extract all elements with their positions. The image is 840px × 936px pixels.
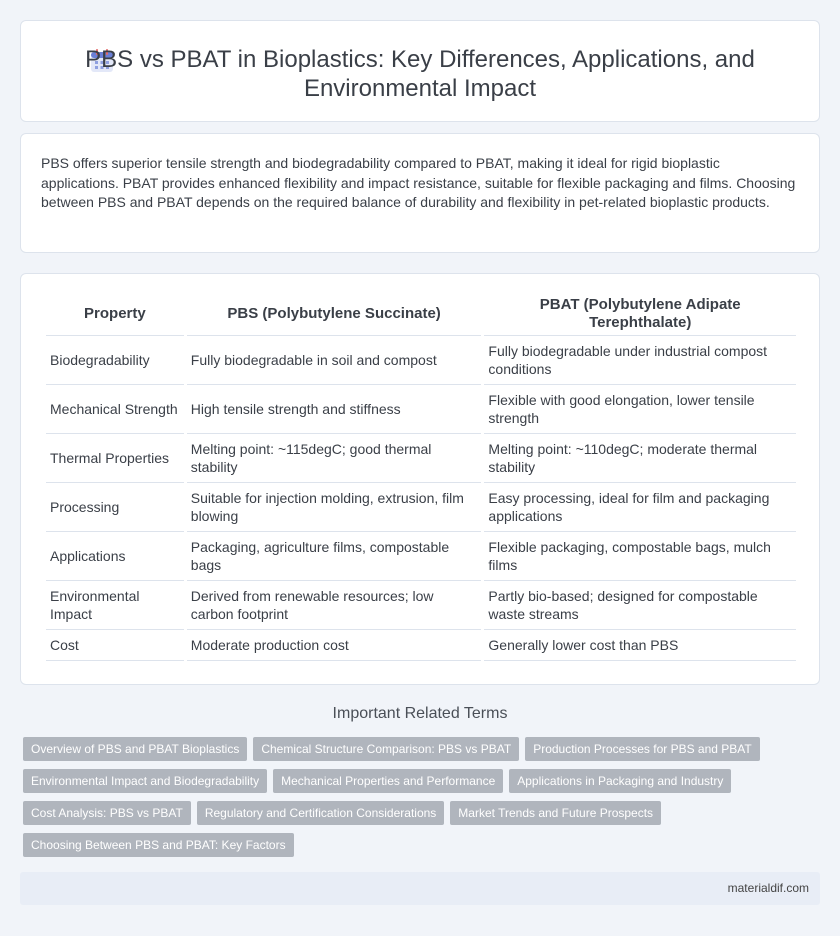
related-term-link[interactable]: Regulatory and Certification Considerations bbox=[197, 801, 444, 825]
header-pbat: PBAT (Polybutylene Adipate Terephthalate) bbox=[484, 292, 796, 336]
summary-card bbox=[20, 133, 820, 253]
property-cell: Cost bbox=[46, 630, 184, 661]
table-row bbox=[46, 532, 796, 581]
table-row bbox=[46, 581, 796, 630]
property-cell: Environmental Impact bbox=[46, 581, 184, 630]
related-term-link[interactable]: Applications in Packaging and Industry bbox=[509, 769, 731, 793]
footer-site-link[interactable]: materialdif.com bbox=[727, 881, 809, 895]
title-card bbox=[20, 20, 820, 122]
related-term-link[interactable]: Cost Analysis: PBS vs PBAT bbox=[23, 801, 191, 825]
table-row bbox=[46, 434, 796, 483]
related-term-link[interactable]: Mechanical Properties and Performance bbox=[273, 769, 503, 793]
related-term-link[interactable]: Production Processes for PBS and PBAT bbox=[525, 737, 760, 761]
pbs-cell: Derived from renewable resources; low carbon footprint bbox=[187, 581, 482, 630]
property-cell: Biodegradability bbox=[46, 336, 184, 385]
page-title: PBS vs PBAT in Bioplastics: Key Differences, Applications, and Environmental Impact bbox=[85, 46, 755, 102]
property-cell: Mechanical Strength bbox=[46, 385, 184, 434]
comparison-table-card bbox=[20, 273, 820, 685]
related-term-link[interactable]: Environmental Impact and Biodegradability bbox=[23, 769, 267, 793]
pbat-cell: Flexible with good elongation, lower tensile strength bbox=[484, 385, 796, 434]
related-term-link[interactable]: Market Trends and Future Prospects bbox=[450, 801, 661, 825]
pbat-cell: Generally lower cost than PBS bbox=[484, 630, 796, 661]
footer bbox=[20, 872, 820, 905]
related-terms-list bbox=[23, 737, 803, 857]
table-row bbox=[46, 630, 796, 661]
property-cell: Thermal Properties bbox=[46, 434, 184, 483]
pbat-cell: Melting point: ~110degC; moderate thermal stability bbox=[484, 434, 796, 483]
pbs-cell: Suitable for injection molding, extrusion, film blowing bbox=[187, 483, 482, 532]
pbat-cell: Easy processing, ideal for film and packaging applications bbox=[484, 483, 796, 532]
pbs-cell: Moderate production cost bbox=[187, 630, 482, 661]
table-header-row bbox=[46, 292, 796, 336]
pbs-cell: High tensile strength and stiffness bbox=[187, 385, 482, 434]
pbat-cell: Partly bio-based; designed for compostable waste streams bbox=[484, 581, 796, 630]
pbs-cell: Packaging, agriculture films, compostable bags bbox=[187, 532, 482, 581]
related-term-link[interactable]: Choosing Between PBS and PBAT: Key Factors bbox=[23, 833, 294, 857]
related-term-link[interactable]: Overview of PBS and PBAT Bioplastics bbox=[23, 737, 247, 761]
property-cell: Processing bbox=[46, 483, 184, 532]
property-cell: Applications bbox=[46, 532, 184, 581]
header-pbs: PBS (Polybutylene Succinate) bbox=[187, 292, 482, 336]
table-row bbox=[46, 483, 796, 532]
summary-text: PBS offers superior tensile strength and biodegradability compared to PBAT, making it ideal for rigid bioplastic applications. PBAT provides enhanced flexibility and impact resistance, suitable for flexible packaging and films. Choosing between PBS and PBAT depends on the required balance of durability and flexibility in pet-related bioplastic products. bbox=[41, 155, 796, 210]
pbs-cell: Melting point: ~115degC; good thermal stability bbox=[187, 434, 482, 483]
header-property: Property bbox=[46, 292, 184, 336]
table-row bbox=[46, 336, 796, 385]
pbs-cell: Fully biodegradable in soil and compost bbox=[187, 336, 482, 385]
pbat-cell: Fully biodegradable under industrial compost conditions bbox=[484, 336, 796, 385]
comparison-table bbox=[43, 292, 799, 661]
related-term-link[interactable]: Chemical Structure Comparison: PBS vs PBAT bbox=[253, 737, 519, 761]
table-row bbox=[46, 385, 796, 434]
related-terms-heading: Important Related Terms bbox=[332, 705, 508, 722]
pbat-cell: Flexible packaging, compostable bags, mulch films bbox=[484, 532, 796, 581]
